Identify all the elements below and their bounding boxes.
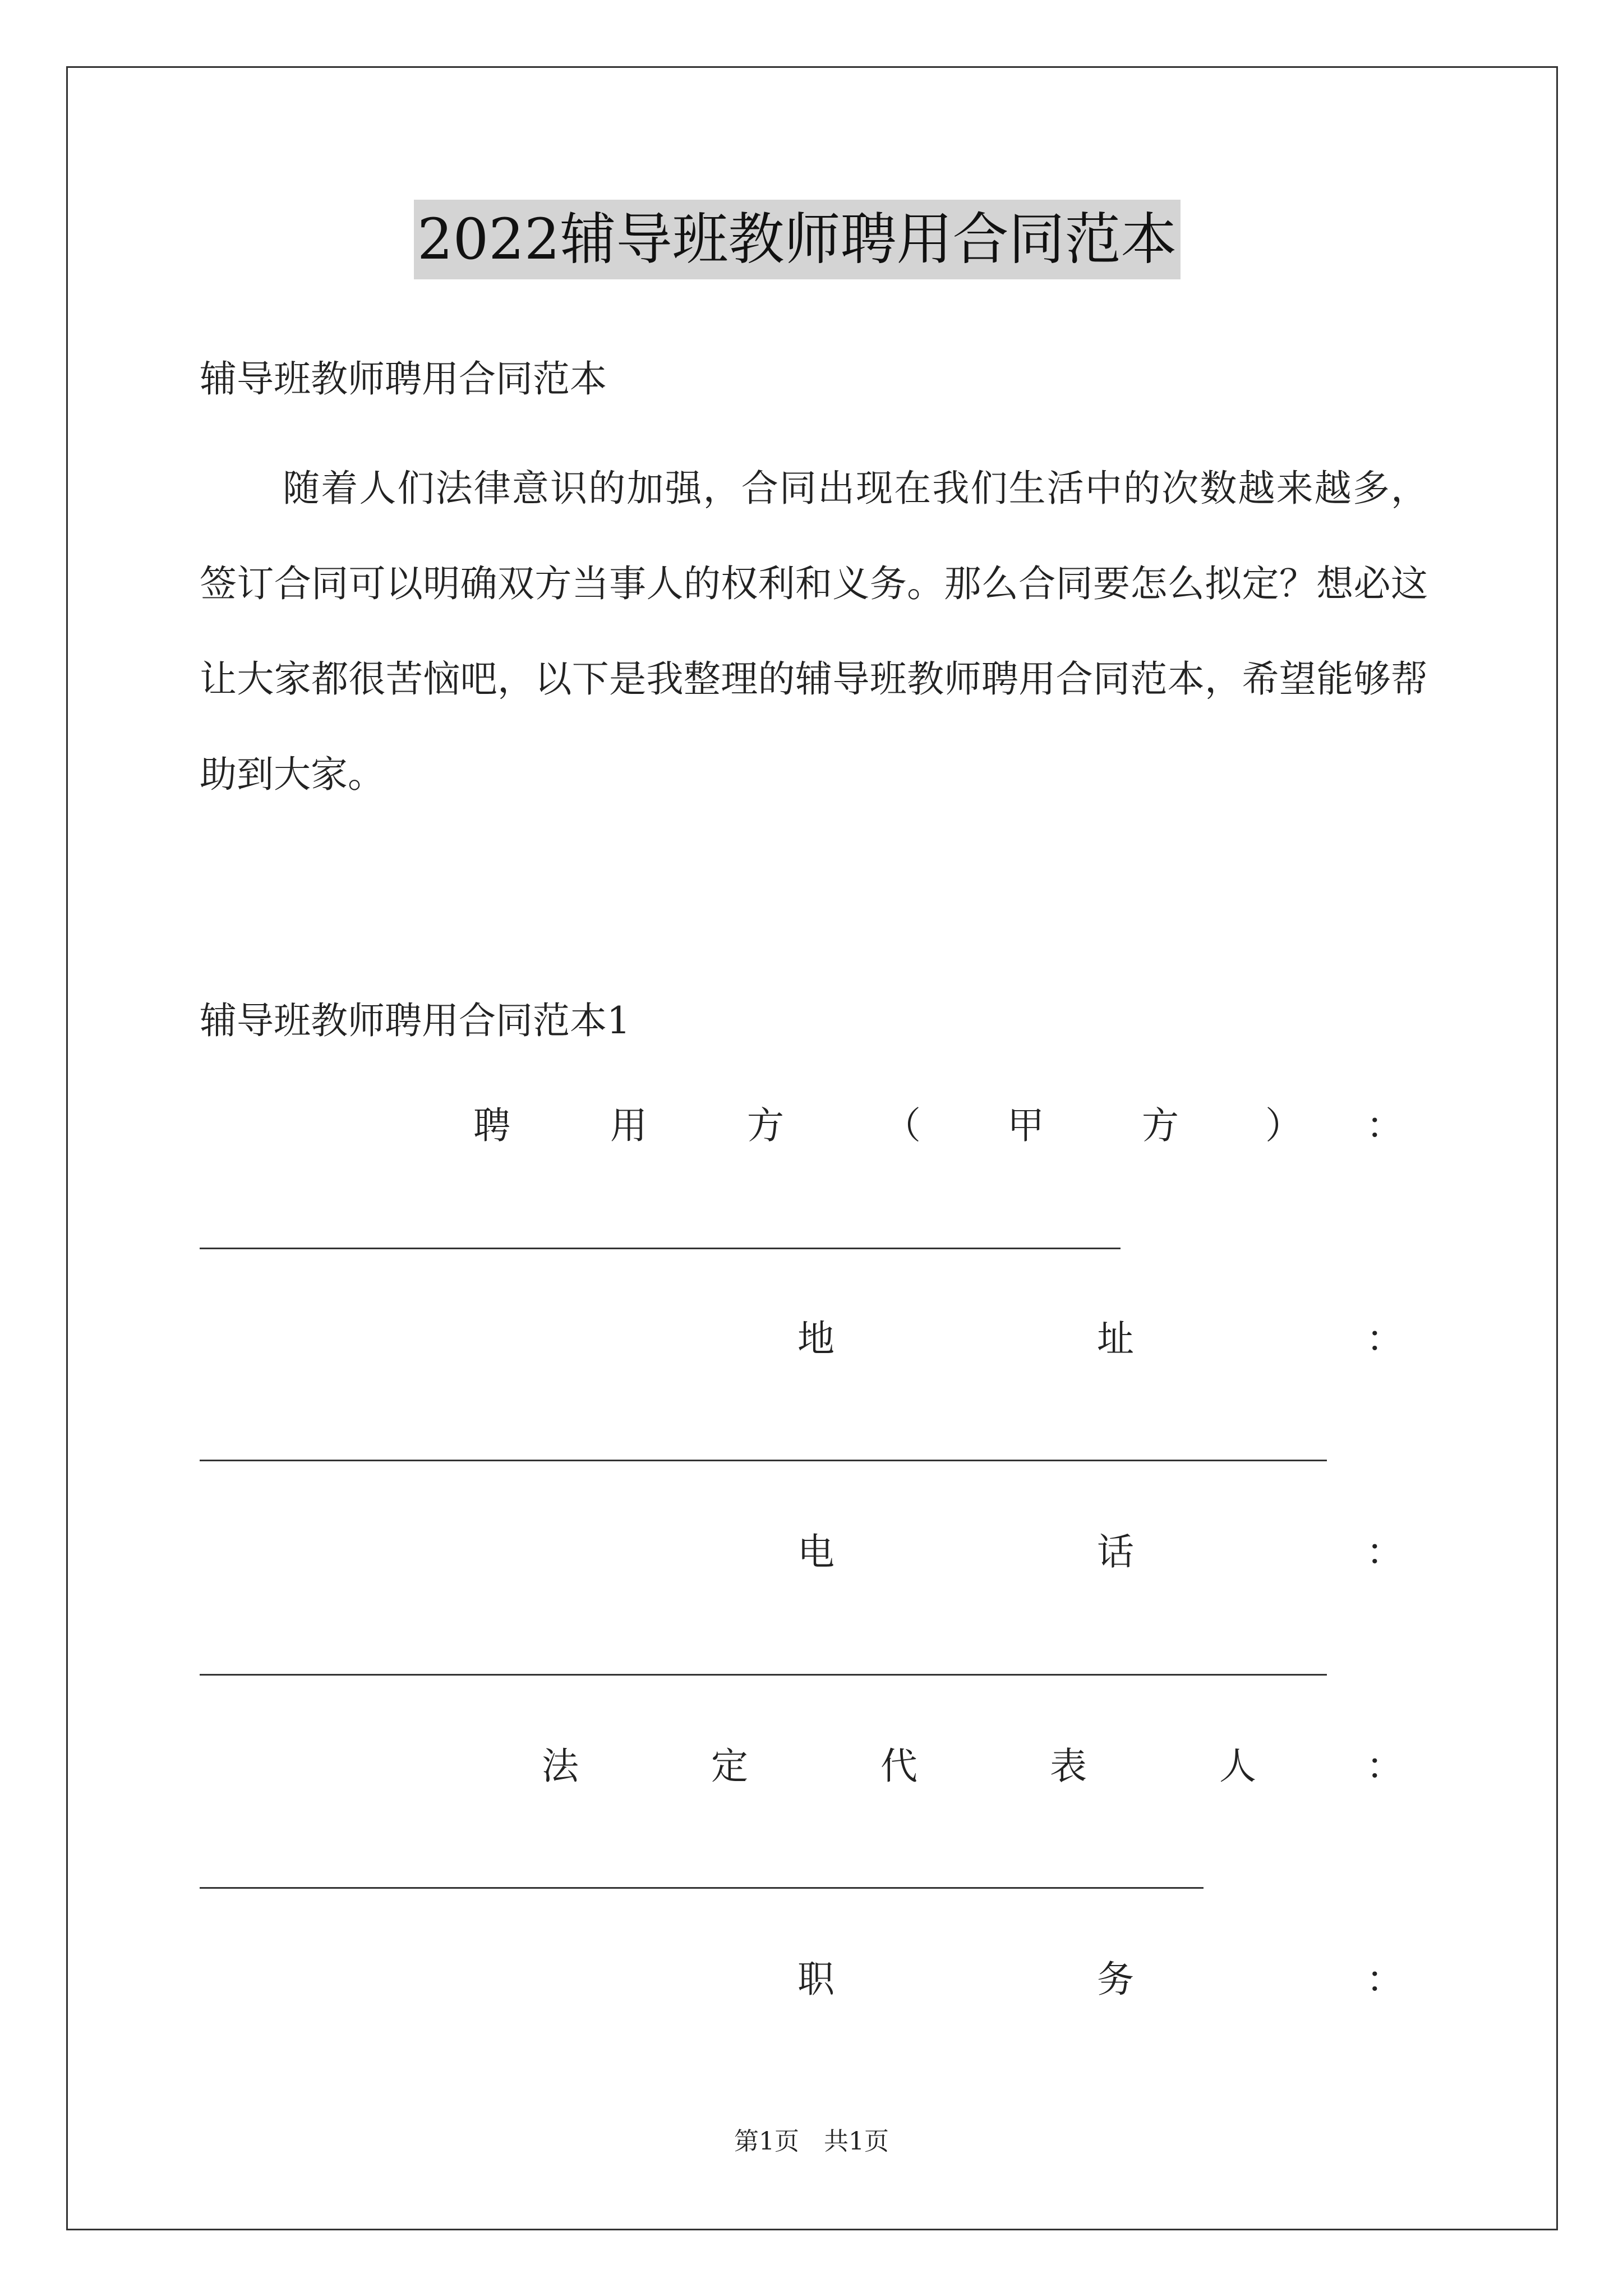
page-footer: 第1页 共1页 (734, 2127, 889, 2156)
field-char: ） (1265, 1104, 1302, 1147)
field-position (200, 1954, 1403, 2005)
field-char: 务 (1097, 1958, 1134, 2001)
field-char: （ (884, 1104, 921, 1147)
fill-in-line-address (200, 1460, 1327, 1461)
section-heading: 辅导班教师聘用合同范本1 (200, 999, 630, 1042)
field-char: 代 (880, 1745, 917, 1788)
field-employer (200, 1101, 1403, 1151)
field-address (200, 1314, 1403, 1364)
field-colon: ： (1366, 1317, 1403, 1360)
field-char: 甲 (1007, 1104, 1044, 1147)
field-char: 法 (542, 1745, 579, 1788)
intro-paragraph (200, 441, 1428, 822)
fill-in-line-phone (200, 1674, 1327, 1676)
field-colon: ： (1366, 1958, 1403, 2001)
field-char: 方 (1142, 1104, 1179, 1147)
intro-text: 随着人们法律意识的加强，合同出现在我们生活中的次数越来越多，签订合同可以明确双方当事人的权利和义务。那么合同要怎么拟定？想必这让大家都很苦恼吧，以下是我整理的辅导班教师聘用合同范本，希望能够帮助到大家。 (200, 467, 1428, 796)
field-colon: ： (1366, 1530, 1403, 1573)
field-char: 话 (1097, 1530, 1134, 1573)
field-legal-representative (200, 1741, 1403, 1792)
field-phone (200, 1527, 1403, 1577)
field-char: 表 (1050, 1745, 1087, 1788)
fill-in-line-legal-representative (200, 1887, 1204, 1889)
field-char: 定 (711, 1745, 748, 1788)
field-char: 职 (797, 1958, 834, 2001)
field-char: 电 (797, 1530, 834, 1573)
fill-in-line-employer (200, 1248, 1121, 1249)
field-char: 人 (1219, 1745, 1256, 1788)
field-char: 地 (797, 1317, 834, 1360)
field-char: 聘 (473, 1104, 510, 1147)
document-subtitle: 辅导班教师聘用合同范本 (200, 357, 607, 401)
document-title: 2022辅导班教师聘用合同范本 (414, 200, 1181, 279)
field-char: 方 (747, 1104, 784, 1147)
field-char: 用 (610, 1104, 647, 1147)
field-colon: ： (1366, 1104, 1403, 1147)
field-colon: ： (1366, 1745, 1403, 1788)
field-char: 址 (1097, 1317, 1134, 1360)
